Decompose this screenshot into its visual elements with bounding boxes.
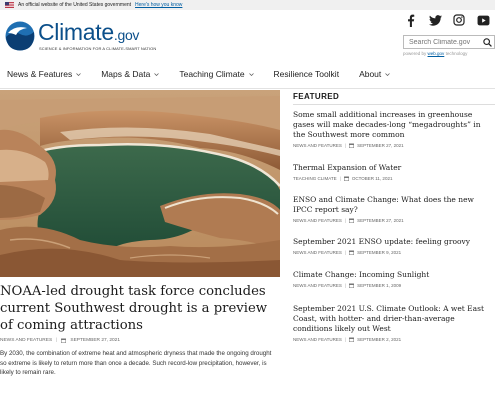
featured-item-title[interactable]: Climate Change: Incoming Sunlight bbox=[293, 270, 430, 279]
search-box bbox=[403, 35, 495, 49]
nav-news-features[interactable] bbox=[7, 69, 81, 79]
calendar-icon bbox=[349, 250, 354, 255]
featured-item-meta bbox=[293, 218, 493, 223]
calendar-icon bbox=[349, 283, 354, 288]
chevron-down-icon bbox=[249, 72, 254, 77]
featured-item bbox=[293, 110, 493, 148]
featured-item-title[interactable]: September 2021 ENSO update: feeling groovy bbox=[293, 237, 470, 246]
nav-label: Resilience Toolkit bbox=[273, 69, 340, 79]
featured-item-title[interactable]: September 2021 U.S. Climate Outlook: A wet East Coast, with hotter- and drier-than-average conditions likely out West bbox=[293, 304, 484, 333]
featured-item-category[interactable]: TEACHING CLIMATE bbox=[293, 176, 337, 181]
nav-resilience-toolkit[interactable] bbox=[274, 69, 340, 79]
featured-item-date: SEPTEMBER 27, 2021 bbox=[357, 218, 404, 223]
featured-item-date: SEPTEMBER 27, 2021 bbox=[357, 143, 404, 148]
heres-how-you-know-link[interactable]: Here's how you know bbox=[135, 2, 183, 8]
hero-date: SEPTEMBER 27, 2021 bbox=[70, 338, 120, 343]
meta-separator: | bbox=[56, 338, 58, 343]
powered-by: powered by web.gov technology bbox=[403, 51, 468, 56]
hero-headline[interactable]: NOAA-led drought task force concludes current Southwest drought is a preview of coming attractions bbox=[0, 284, 268, 333]
climate-gov-logo[interactable] bbox=[5, 19, 157, 55]
instagram-icon[interactable] bbox=[452, 13, 466, 27]
featured-item-category[interactable]: NEWS AND FEATURES bbox=[293, 218, 342, 223]
logo-wordmark: Climate.gov bbox=[38, 19, 140, 45]
featured-heading: FEATURED bbox=[293, 92, 340, 101]
hero-meta bbox=[0, 338, 120, 343]
chevron-down-icon bbox=[154, 72, 159, 77]
youtube-icon[interactable] bbox=[476, 13, 490, 27]
noaa-emblem-icon bbox=[5, 21, 35, 51]
search-button[interactable] bbox=[480, 36, 494, 48]
nav-label: News & Features bbox=[7, 69, 73, 79]
featured-item-category[interactable]: NEWS AND FEATURES bbox=[293, 250, 342, 255]
featured-item bbox=[293, 304, 493, 342]
featured-item bbox=[293, 270, 493, 288]
featured-item-meta bbox=[293, 283, 493, 288]
twitter-icon[interactable] bbox=[428, 13, 442, 27]
featured-item-meta bbox=[293, 176, 493, 181]
meta-separator: | bbox=[344, 250, 347, 255]
meta-separator: | bbox=[344, 283, 347, 288]
meta-separator: | bbox=[339, 176, 341, 181]
us-flag-icon bbox=[5, 2, 14, 8]
nav-maps-data[interactable] bbox=[101, 69, 159, 79]
featured-item bbox=[293, 195, 493, 223]
gov-banner bbox=[0, 0, 495, 10]
featured-item bbox=[293, 237, 493, 255]
hero-description: By 2030, the combination of extreme heat and atmospheric dryness that made the ongoing drought so extreme is likely to return more than once a decade. Such record-low precipitation, however, is likely to remain rare. bbox=[0, 350, 272, 376]
featured-item-title[interactable]: Thermal Expansion of Water bbox=[293, 163, 402, 172]
nav-about[interactable] bbox=[359, 69, 390, 79]
featured-item-date: OCTOBER 11, 2021 bbox=[351, 176, 393, 181]
social-links bbox=[404, 13, 490, 27]
nav-divider bbox=[0, 88, 495, 89]
search-icon bbox=[483, 38, 492, 47]
chevron-down-icon bbox=[385, 72, 390, 77]
chevron-down-icon bbox=[76, 72, 81, 77]
nav-label: Maps & Data bbox=[101, 69, 151, 79]
featured-item-date: SEPTEMBER 1, 2009 bbox=[357, 283, 402, 288]
nav-label: Teaching Climate bbox=[179, 69, 245, 79]
featured-item-date: SEPTEMBER 2, 2021 bbox=[357, 337, 402, 342]
featured-item-meta bbox=[293, 250, 493, 255]
nav-label: About bbox=[359, 69, 382, 79]
featured-item-meta bbox=[293, 337, 493, 342]
featured-divider bbox=[293, 104, 495, 105]
featured-item-category[interactable]: NEWS AND FEATURES bbox=[293, 337, 342, 342]
featured-item-category[interactable]: NEWS AND FEATURES bbox=[293, 283, 342, 288]
facebook-icon[interactable] bbox=[404, 13, 418, 27]
calendar-icon bbox=[61, 338, 66, 343]
nav-teaching-climate[interactable] bbox=[179, 69, 253, 79]
meta-separator: | bbox=[344, 143, 347, 148]
powered-by-link[interactable]: web.gov bbox=[427, 51, 445, 56]
featured-item-title[interactable]: ENSO and Climate Change: What does the new IPCC report say? bbox=[293, 195, 474, 214]
calendar-icon bbox=[349, 143, 354, 148]
featured-item-category[interactable]: NEWS AND FEATURES bbox=[293, 143, 342, 148]
calendar-icon bbox=[349, 218, 354, 223]
search-input[interactable] bbox=[404, 39, 480, 46]
calendar-icon bbox=[349, 337, 354, 342]
calendar-icon bbox=[344, 176, 349, 181]
hero-image[interactable] bbox=[0, 90, 280, 277]
featured-item-title[interactable]: Some small additional increases in greenhouse gases will make decades-long “megadroughts” in the Southwest more common bbox=[293, 110, 481, 139]
meta-separator: | bbox=[344, 218, 347, 223]
hero-category[interactable]: NEWS AND FEATURES bbox=[0, 338, 53, 343]
main-nav bbox=[7, 69, 390, 79]
logo-tagline: SCIENCE & INFORMATION FOR A CLIMATE-SMART NATION bbox=[39, 46, 157, 51]
featured-item bbox=[293, 163, 493, 181]
meta-separator: | bbox=[344, 337, 347, 342]
featured-item-date: SEPTEMBER 9, 2021 bbox=[357, 250, 402, 255]
gov-banner-text: An official website of the United States government bbox=[18, 2, 132, 8]
featured-item-meta bbox=[293, 143, 493, 148]
